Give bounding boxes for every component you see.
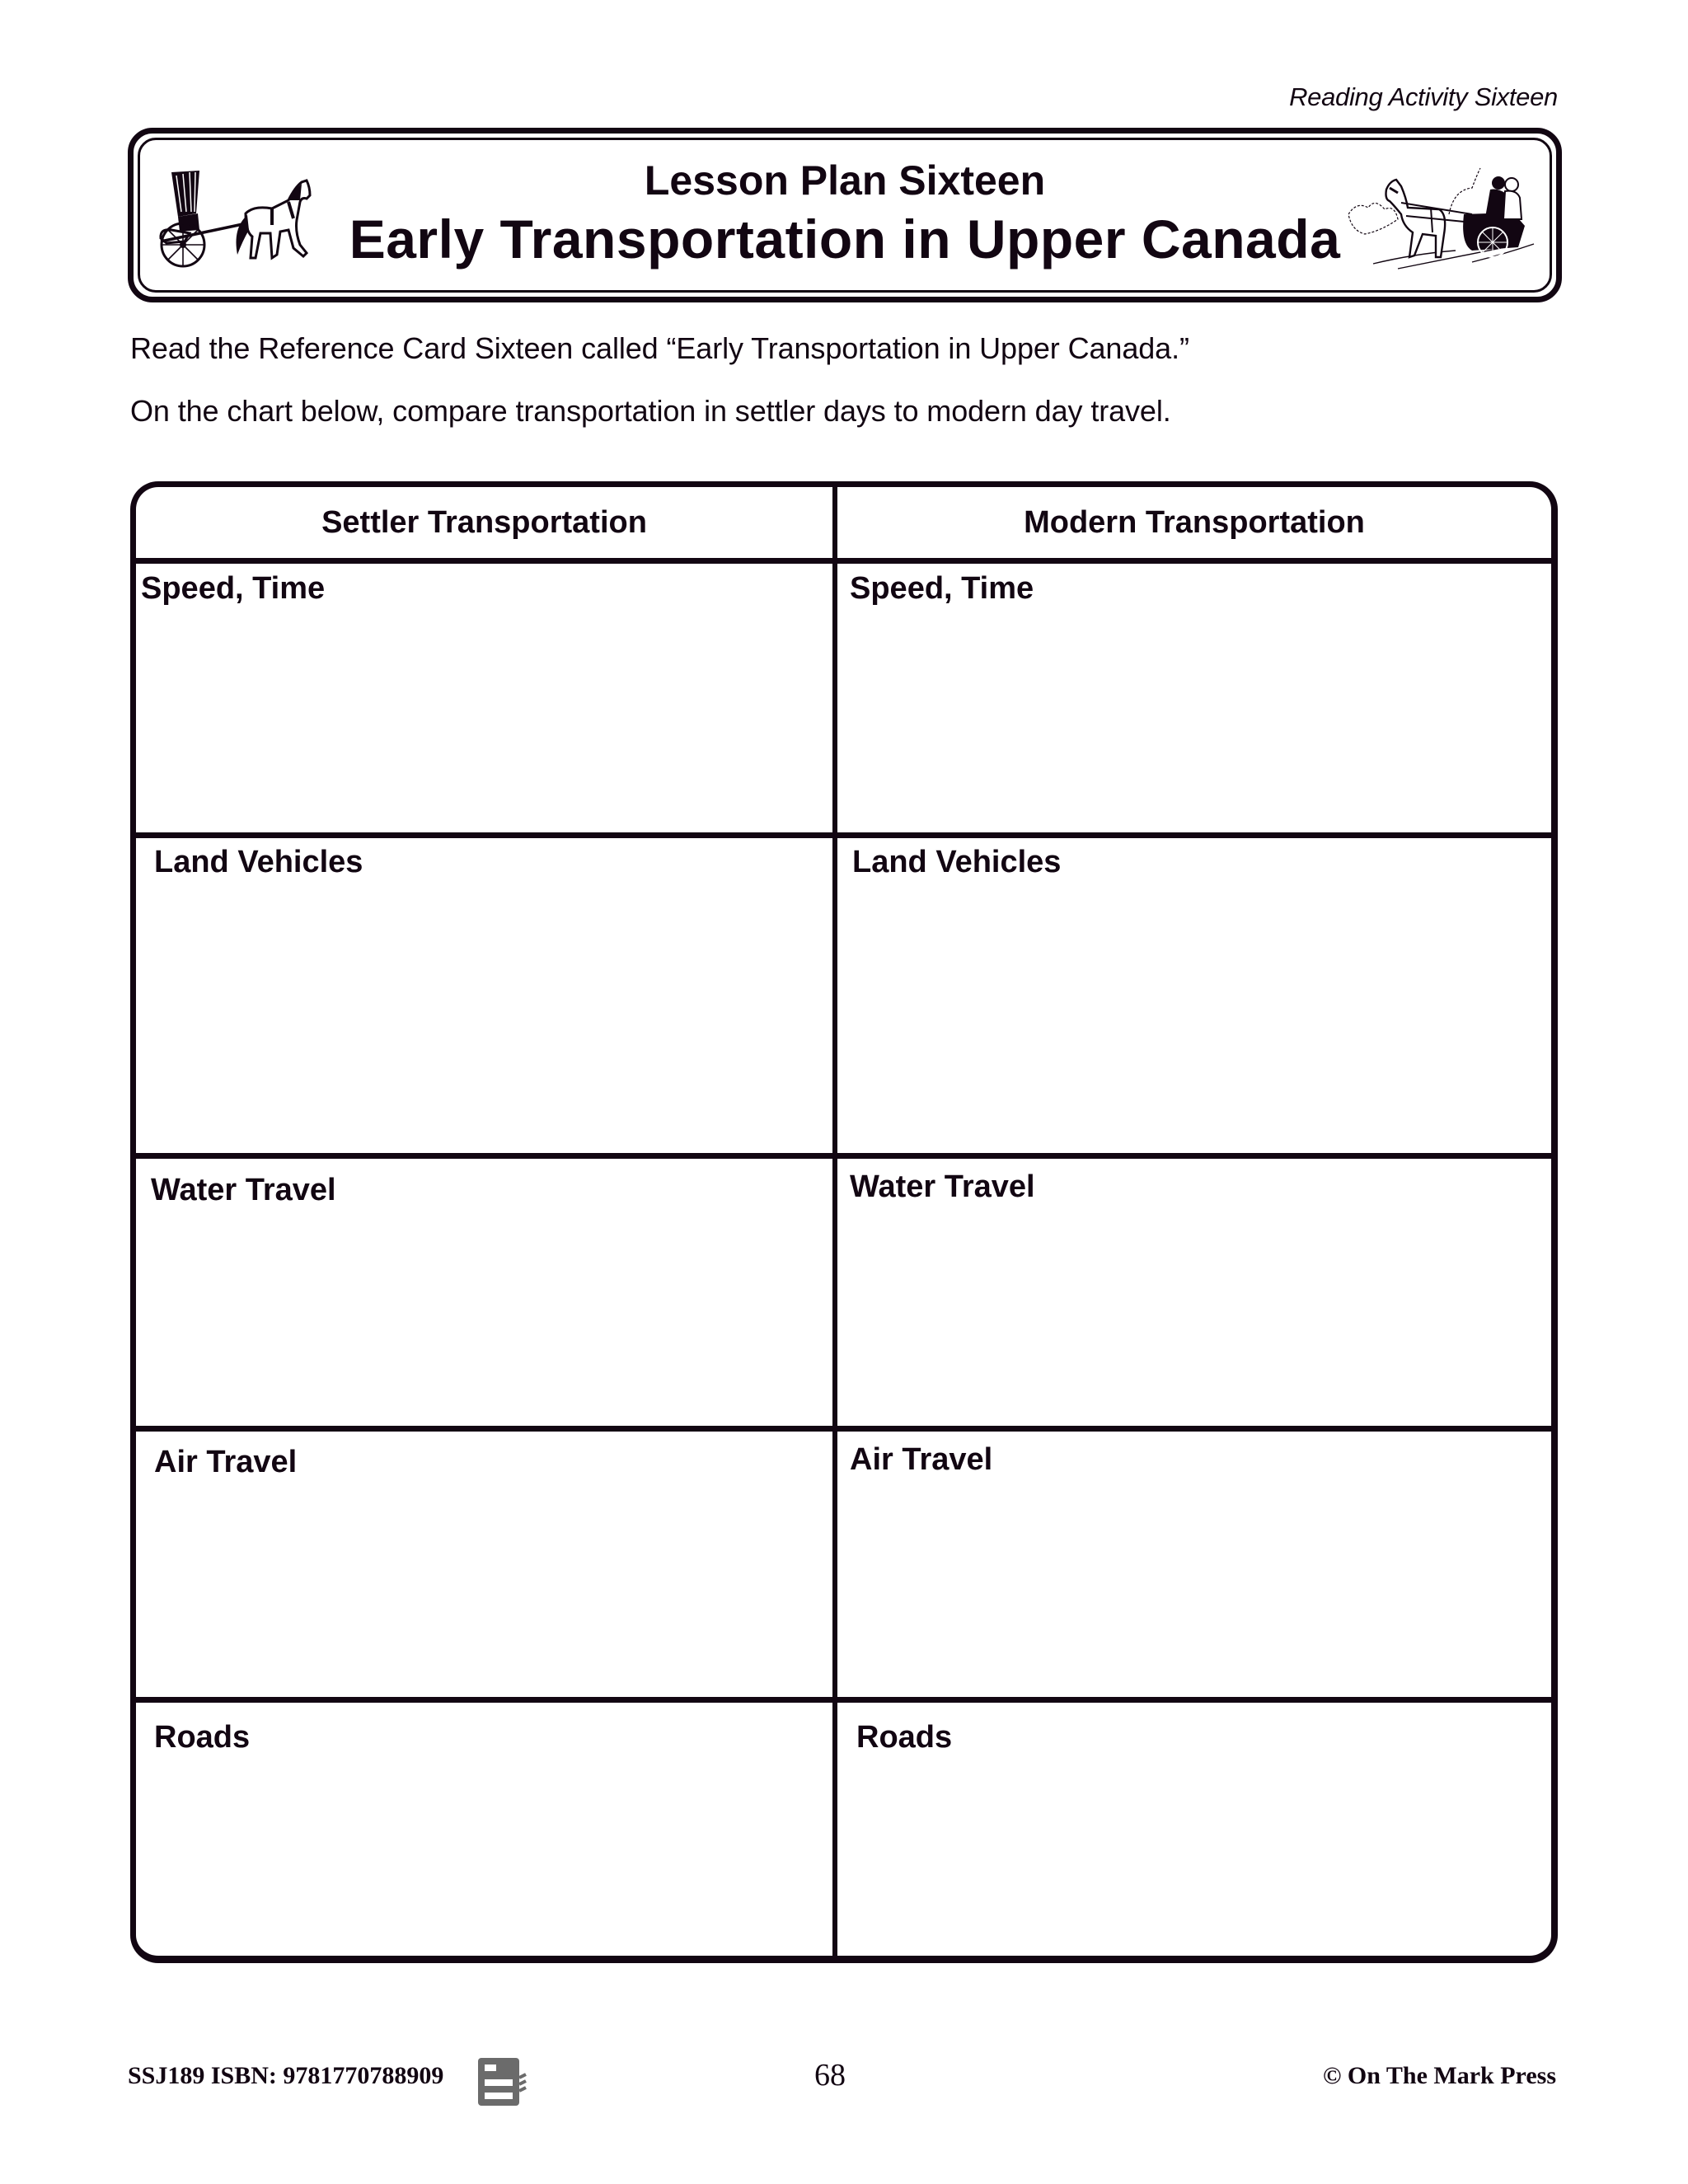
- header-separator: [136, 558, 1551, 564]
- page-number: 68: [814, 2058, 846, 2093]
- instruction-read-reference: Read the Reference Card Sixteen called “Early Transportation in Upper Canada.”: [130, 331, 1189, 365]
- modern-cell-land-vehicles[interactable]: Land Vehicles: [852, 845, 1062, 879]
- printer-icon: [476, 2058, 528, 2106]
- title-banner: [128, 128, 1562, 302]
- column-header-modern: Modern Transportation: [1024, 504, 1365, 540]
- column-divider: [832, 487, 837, 1956]
- footer-isbn: SSJ189 ISBN: 9781770788909: [128, 2062, 444, 2089]
- comparison-chart: [130, 481, 1558, 1963]
- settler-cell-speed-time[interactable]: Speed, Time: [141, 571, 326, 606]
- page-title: Early Transportation in Upper Canada: [349, 209, 1341, 269]
- settler-cell-land-vehicles[interactable]: Land Vehicles: [154, 845, 363, 879]
- lesson-plan-subtitle: Lesson Plan Sixteen: [644, 157, 1046, 204]
- row-separator: [136, 832, 1551, 838]
- copyright-notice: © On The Mark Press: [1323, 2062, 1556, 2089]
- modern-cell-roads[interactable]: Roads: [856, 1720, 953, 1755]
- settler-cell-roads[interactable]: Roads: [154, 1720, 251, 1755]
- row-separator: [136, 1697, 1551, 1703]
- row-separator: [136, 1426, 1551, 1432]
- settler-cell-air-travel[interactable]: Air Travel: [154, 1445, 298, 1479]
- instruction-compare-chart: On the chart below, compare transportation in settler days to modern day travel.: [130, 394, 1171, 428]
- activity-label: Reading Activity Sixteen: [1289, 82, 1558, 111]
- modern-cell-air-travel[interactable]: Air Travel: [850, 1442, 993, 1477]
- row-separator: [136, 1153, 1551, 1159]
- modern-cell-speed-time[interactable]: Speed, Time: [850, 571, 1034, 606]
- column-header-settler: Settler Transportation: [321, 504, 647, 540]
- settler-cell-water-travel[interactable]: Water Travel: [151, 1173, 336, 1207]
- modern-cell-water-travel[interactable]: Water Travel: [850, 1169, 1035, 1204]
